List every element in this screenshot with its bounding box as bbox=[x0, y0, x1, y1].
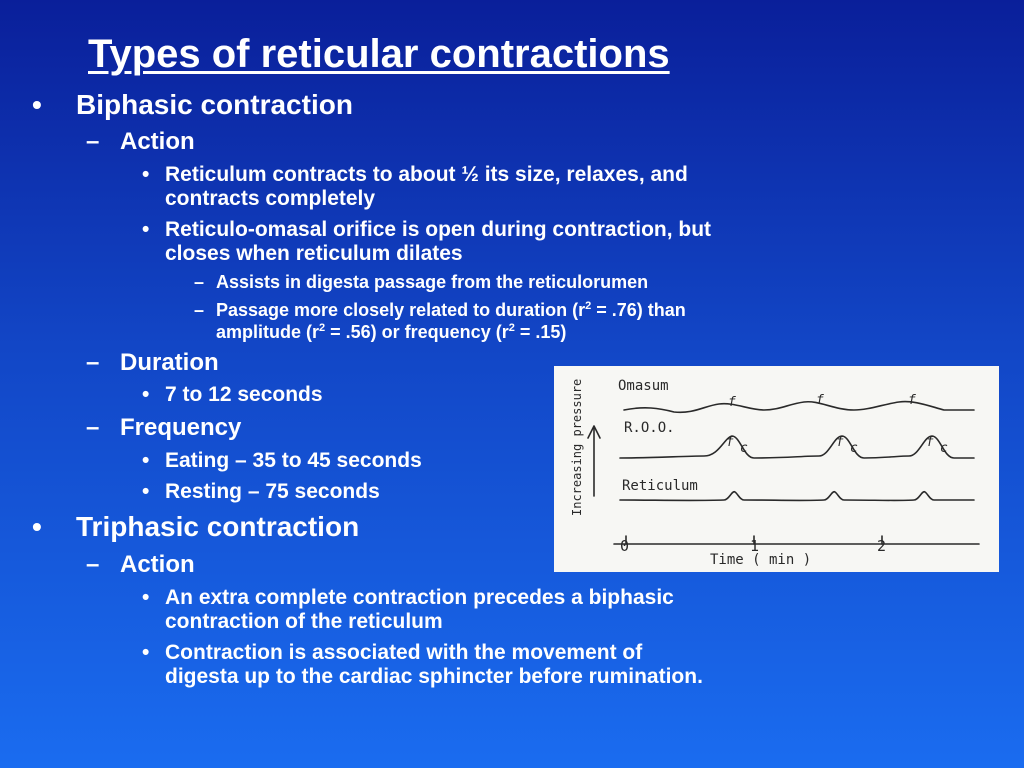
roo-label: R.O.O. bbox=[624, 420, 675, 436]
dash-marker: – bbox=[86, 128, 100, 155]
point-extra-line1: An extra complete contraction precedes a biphasic bbox=[165, 586, 674, 609]
sub-frequency bbox=[86, 414, 242, 442]
dash-marker: – bbox=[86, 551, 100, 578]
bullet-marker: • bbox=[32, 89, 42, 120]
biphasic-heading: Biphasic contraction bbox=[76, 89, 353, 120]
action-label: Action bbox=[120, 128, 195, 155]
point-orifice-line2: closes when reticulum dilates bbox=[165, 242, 463, 265]
point-digesta-line2: digesta up to the cardiac sphincter before rumination. bbox=[165, 665, 703, 688]
dash-marker: – bbox=[194, 300, 205, 320]
point-contracts-line1: Reticulum contracts to about ½ its size, relaxes, and bbox=[165, 163, 688, 186]
duration-label: Duration bbox=[120, 349, 219, 376]
dash-marker: – bbox=[86, 349, 100, 376]
bullet-marker: • bbox=[32, 511, 42, 542]
sub-action bbox=[86, 128, 195, 156]
point-extra-line2: contraction of the reticulum bbox=[165, 610, 443, 633]
point-extra-contraction bbox=[142, 586, 674, 634]
point-contracts bbox=[142, 163, 688, 211]
triphasic-action-label: Action bbox=[120, 551, 195, 578]
bullet-marker: • bbox=[142, 641, 150, 664]
dash-marker: – bbox=[86, 414, 100, 441]
pressure-trace-svg bbox=[554, 366, 999, 572]
bullet-marker: • bbox=[142, 480, 150, 503]
roo-mark-c: c bbox=[850, 441, 858, 456]
sub-triphasic-action bbox=[86, 551, 195, 579]
point-digesta-line1: Contraction is associated with the movement of bbox=[165, 641, 643, 664]
point-duration bbox=[142, 383, 323, 407]
triphasic-heading: Triphasic contraction bbox=[76, 511, 360, 542]
subpoint-assists bbox=[194, 271, 649, 293]
duration-value: 7 to 12 seconds bbox=[165, 383, 323, 406]
bullet-marker: • bbox=[142, 383, 150, 406]
frequency-eating: Eating – 35 to 45 seconds bbox=[165, 449, 422, 472]
bullet-marker: • bbox=[142, 163, 150, 186]
subpoint-passage-line2: amplitude $(r^2 = .56)$ or frequency $(r^2 = .15)$ bbox=[216, 322, 567, 342]
point-resting bbox=[142, 480, 380, 504]
point-orifice-line1: Reticulo-omasal orifice is open during contraction, but bbox=[165, 218, 712, 241]
slide-title: Types of reticular contractions bbox=[88, 32, 670, 76]
point-eating bbox=[142, 449, 422, 473]
dash-marker: – bbox=[194, 272, 205, 292]
x-tick-1: 1 bbox=[750, 537, 760, 555]
omasum-label: Omasum bbox=[618, 378, 669, 394]
roo-trace bbox=[620, 436, 974, 458]
omasum-mark-f: f bbox=[728, 395, 736, 410]
reticulum-label: Reticulum bbox=[622, 478, 698, 494]
x-tick-2: 2 bbox=[877, 537, 887, 555]
omasum-mark-f: f bbox=[816, 393, 824, 408]
roo-mark-f: f bbox=[836, 435, 844, 450]
x-tick-0: 0 bbox=[620, 537, 630, 555]
roo-mark-c: c bbox=[940, 441, 948, 456]
point-orifice bbox=[142, 218, 712, 266]
omasum-trace bbox=[624, 402, 974, 413]
y-axis-label: Increasing pressure bbox=[570, 378, 584, 516]
frequency-resting: Resting – 75 seconds bbox=[165, 480, 380, 503]
subpoint-assists-text: Assists in digesta passage from the reticulorumen bbox=[216, 272, 649, 292]
frequency-label: Frequency bbox=[120, 414, 242, 441]
subpoint-passage bbox=[194, 299, 686, 343]
roo-mark-c: c bbox=[740, 441, 748, 456]
bullet-marker: • bbox=[142, 586, 150, 609]
bullet-marker: • bbox=[142, 218, 150, 241]
bullet-triphasic bbox=[32, 511, 360, 542]
roo-mark-f: f bbox=[926, 435, 934, 450]
point-digesta-movement bbox=[142, 641, 703, 689]
omasum-mark-f: f bbox=[908, 393, 916, 408]
bullet-marker: • bbox=[142, 449, 150, 472]
subpoint-passage-line1: Passage more closely related to duration $(r^2 = .76)$ than bbox=[216, 300, 686, 320]
sub-duration bbox=[86, 349, 219, 377]
pressure-trace-figure bbox=[554, 366, 999, 572]
point-contracts-line2: contracts completely bbox=[165, 187, 376, 210]
roo-mark-f: f bbox=[726, 435, 734, 450]
x-axis-label: Time ( min ) bbox=[710, 552, 812, 568]
bullet-biphasic bbox=[32, 89, 353, 120]
